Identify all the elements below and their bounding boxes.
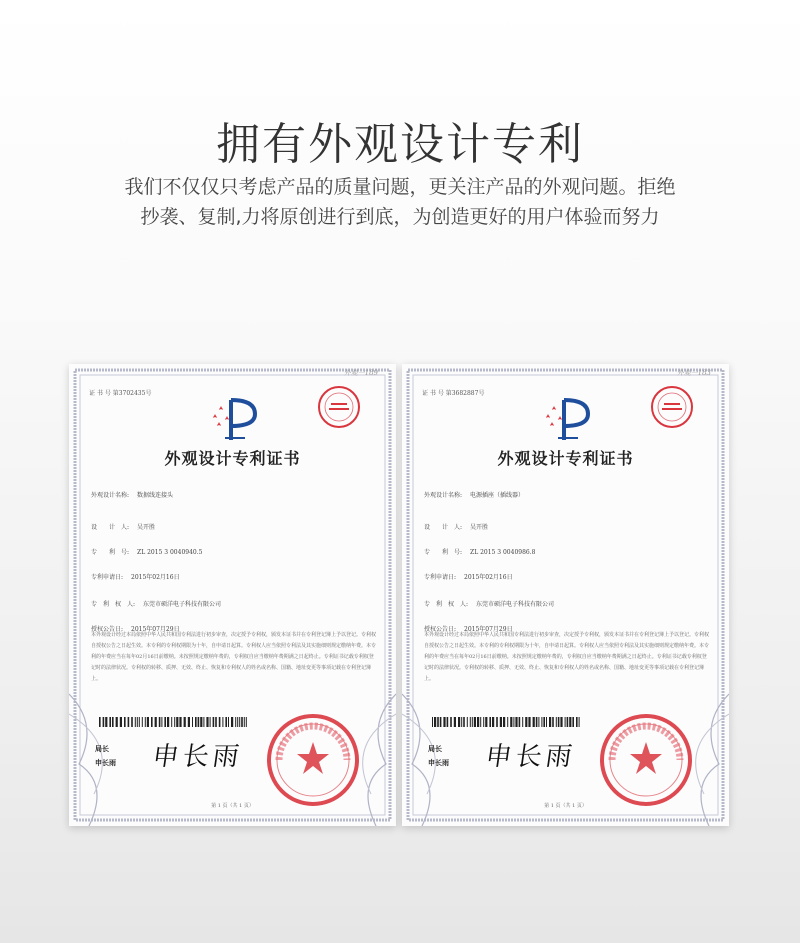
barcode-bar <box>225 717 227 727</box>
director-signature: 申长雨 <box>150 742 245 772</box>
barcode-bar <box>515 717 517 727</box>
barcode-bar <box>200 717 202 727</box>
patent-certificate-right <box>402 364 729 826</box>
barcode-bar <box>164 717 166 727</box>
barcode-bar <box>480 717 481 727</box>
barcode-bar <box>543 717 545 727</box>
barcode-bar <box>203 717 204 727</box>
barcode-bar <box>241 717 243 727</box>
certificate-field <box>91 572 180 581</box>
barcode-bar <box>463 717 465 727</box>
certificate-field-value: 东莞市硕洋电子科技有限公司 <box>476 601 555 608</box>
certificate-field-label: 专 利 号: <box>424 549 463 556</box>
certificate-field-value: ZL 2015 3 0040940.5 <box>137 549 203 556</box>
barcode-bar <box>450 717 452 727</box>
barcode-bar <box>219 717 221 727</box>
certificate-field-value: 2015年02月16日 <box>131 574 180 581</box>
barcode-bar <box>124 717 126 727</box>
barcode-bar <box>131 717 133 727</box>
certificate-field-value: 2015年02月16日 <box>464 574 513 581</box>
page-footer: 第 1 页（共 1 页） <box>544 803 587 809</box>
signature-label-1: 局长 <box>95 744 109 753</box>
barcode-bar <box>244 717 245 727</box>
certificate-field-label: 外观设计名称: <box>91 492 130 499</box>
certificate-field <box>91 490 173 499</box>
barcode-bar <box>103 717 105 727</box>
barcode-bar <box>228 717 229 727</box>
barcode-bar <box>492 717 494 727</box>
barcode-bar <box>210 717 211 727</box>
patent-office-emblem-icon <box>205 396 261 444</box>
subtext-line-2: 抄袭、复制,力将原创进行到底，为创造更好的用户体验而努力 <box>140 206 660 228</box>
barcode-bar <box>434 717 436 727</box>
barcode-bar <box>569 717 571 727</box>
certificate-field-value: 2015年07月29日 <box>131 626 180 633</box>
certificate-field-value: 东莞市硕洋电子科技有限公司 <box>143 601 222 608</box>
certificate-field-value: 吴开胜 <box>470 524 489 531</box>
barcode-bar <box>572 717 574 727</box>
handwritten-corner-note: 外观一189 <box>343 369 378 377</box>
certificate-field-value: 电源插座（插线器） <box>470 492 525 499</box>
barcode-bar <box>171 717 172 727</box>
barcode-bar <box>485 717 487 727</box>
certificate-field <box>424 490 524 499</box>
barcode-bar <box>174 717 175 727</box>
barcode-bar <box>470 717 471 727</box>
barcode-bar <box>222 717 223 727</box>
certificate-field-value: ZL 2015 3 0040986.8 <box>470 549 536 556</box>
barcode-bar <box>510 717 512 727</box>
barcode-bar <box>198 717 200 727</box>
certificate-title: 外观设计专利证书 <box>164 449 301 468</box>
signature-label-2: 申长雨 <box>428 758 449 767</box>
barcode-bar <box>528 717 530 727</box>
barcode-bar <box>142 717 143 727</box>
barcode-bar <box>496 717 498 727</box>
barcode-bar <box>447 717 449 727</box>
barcode-bar <box>237 717 238 727</box>
barcode-bar <box>567 717 569 727</box>
signature-label-1: 局长 <box>428 744 442 753</box>
barcode-bar <box>206 717 208 727</box>
barcode-bar <box>120 717 122 727</box>
director-signature: 申长雨 <box>483 742 578 772</box>
official-red-seal <box>598 712 694 808</box>
page-headline: 拥有外观设计专利 <box>216 119 584 170</box>
barcode-bar <box>467 717 468 727</box>
barcode-bar <box>99 717 101 727</box>
barcode-bar <box>552 717 554 727</box>
certificate-title: 外观设计专利证书 <box>497 449 634 468</box>
barcode-bar <box>195 717 197 727</box>
barcode-bar <box>145 717 146 727</box>
barcode-bar <box>443 717 445 727</box>
certificate-field <box>424 522 488 531</box>
certificate-field-label: 外观设计名称: <box>424 492 463 499</box>
barcode-bar <box>139 717 140 727</box>
page-subtext <box>0 172 800 232</box>
barcode-bar <box>437 717 439 727</box>
signature-labels <box>428 742 449 770</box>
barcode-bar <box>513 717 514 727</box>
barcode-bar <box>151 717 153 727</box>
barcode-bar <box>246 717 247 727</box>
barcode-bar <box>215 717 217 727</box>
barcode-bar <box>239 717 240 727</box>
barcode-bar <box>112 717 114 727</box>
barcode-bar <box>159 717 161 727</box>
barcode-bar <box>579 717 580 727</box>
barcode-bar <box>546 717 547 727</box>
barcode-bar <box>558 717 560 727</box>
small-red-stamp <box>649 384 695 430</box>
certificate-field <box>91 547 202 556</box>
certificate-field-label: 设 计 人: <box>424 524 463 531</box>
certificate-field <box>91 599 221 608</box>
barcode-bar <box>500 717 502 727</box>
certificate-body-text: 本外观设计经过本局依照中华人民共和国专利法进行初步审查，决定授予专利权，颁发本证书并在专利登记簿上予以登记。专利权自授权公告之日起生效。本专利的专利权期限为十年，自申请日起算。专利权人应当依照专利法及其实施细则规定缴纳年费。本专利的年费应当在每年02月16日前缴纳。未按照规定缴纳年费的，专利权自应当缴纳年费期满之日起终止。专利证书记载专利权登记时的法律状况。专利权的转移、质押、无效、终止、恢复和专利权人的姓名或名称、国籍、地址变更等事项记载在专利登记簿上。 <box>424 632 710 682</box>
certificate-body-text: 本外观设计经过本局依照中华人民共和国专利法进行初步审查，决定授予专利权，颁发本证书并在专利登记簿上予以登记。专利权自授权公告之日起生效。本专利的专利权期限为十年，自申请日起算。专利权人应当依照专利法及其实施细则规定缴纳年费。本专利的年费应当在每年02月16日前缴纳。未按照规定缴纳年费的，专利权自应当缴纳年费期满之日起终止。专利证书记载专利权登记时的法律状况。专利权的转移、质押、无效、终止、恢复和专利权人的姓名或名称、国籍、地址变更等事项记载在专利登记簿上。 <box>91 632 377 682</box>
barcode-bar <box>135 717 136 727</box>
certificate-field-label: 设 计 人: <box>91 524 130 531</box>
barcode-bar <box>538 717 539 727</box>
patent-office-emblem-icon <box>538 396 594 444</box>
handwritten-corner-note: 外观一183 <box>676 369 711 377</box>
barcode-bar <box>231 717 233 727</box>
certificate-field-value: 吴开胜 <box>137 524 156 531</box>
barcode-bar <box>489 717 491 727</box>
certificate-field <box>424 599 554 608</box>
barcode-bar <box>565 717 566 727</box>
barcode-bar <box>192 717 193 727</box>
barcode-bar <box>576 717 578 727</box>
barcode <box>432 717 582 727</box>
certificate-number: 证 书 号 第3682887号 <box>422 390 485 397</box>
barcode-bar <box>176 717 178 727</box>
barcode-bar <box>155 717 157 727</box>
barcode-bar <box>536 717 538 727</box>
barcode-bar <box>472 717 473 727</box>
certificate-field-label: 专利申请日: <box>91 574 124 581</box>
barcode-bar <box>525 717 527 727</box>
signature-labels <box>95 742 116 770</box>
barcode-bar <box>556 717 557 727</box>
barcode-bar <box>461 717 462 727</box>
barcode-bar <box>235 717 236 727</box>
patent-certificate-left <box>69 364 396 826</box>
barcode-bar <box>519 717 521 727</box>
barcode-bar <box>128 717 130 727</box>
barcode-bar <box>184 717 186 727</box>
barcode-bar <box>188 717 190 727</box>
barcode-bar <box>432 717 433 727</box>
barcode-bar <box>161 717 162 727</box>
barcode-bar <box>560 717 562 727</box>
certificate-field-label: 授权公告日: <box>91 626 124 633</box>
barcode-bar <box>474 717 476 727</box>
barcode-bar <box>147 717 149 727</box>
barcode-bar <box>213 717 215 727</box>
barcode-bar <box>522 717 523 727</box>
barcode-bar <box>533 717 535 727</box>
certificate-field-label: 专 利 号: <box>91 549 130 556</box>
signature-label-2: 申长雨 <box>95 758 116 767</box>
page-footer: 第 1 页（共 1 页） <box>211 803 254 809</box>
barcode-bar <box>549 717 551 727</box>
barcode-bar <box>179 717 181 727</box>
certificate-field <box>424 547 535 556</box>
barcode-bar <box>167 717 169 727</box>
barcode-bar <box>105 717 107 727</box>
barcode-bar <box>116 717 118 727</box>
certificate-field <box>424 572 513 581</box>
certificate-field-label: 专 利 权 人: <box>91 601 136 608</box>
certificate-field <box>91 522 155 531</box>
certificate-field-label: 专 利 权 人: <box>424 601 469 608</box>
barcode-bar <box>541 717 542 727</box>
barcode-bar <box>503 717 505 727</box>
barcode <box>99 717 249 727</box>
certificate-field-label: 专利申请日: <box>424 574 457 581</box>
certificate-field-label: 授权公告日: <box>424 626 457 633</box>
barcode-bar <box>507 717 508 727</box>
barcode-bar <box>477 717 479 727</box>
subtext-line-1: 我们不仅仅只考虑产品的质量问题，更关注产品的外观问题。拒绝 <box>124 176 676 198</box>
barcode-bar <box>109 717 111 727</box>
barcode-bar <box>483 717 484 727</box>
official-red-seal <box>265 712 361 808</box>
barcode-bar <box>454 717 456 727</box>
certificate-field-value: 数据线连接头 <box>137 492 174 499</box>
barcode-bar <box>458 717 460 727</box>
certificate-field-value: 2015年07月29日 <box>464 626 513 633</box>
barcode-bar <box>137 717 138 727</box>
certificate-number: 证 书 号 第3702435号 <box>89 390 152 397</box>
barcode-bar <box>440 717 442 727</box>
small-red-stamp <box>316 384 362 430</box>
